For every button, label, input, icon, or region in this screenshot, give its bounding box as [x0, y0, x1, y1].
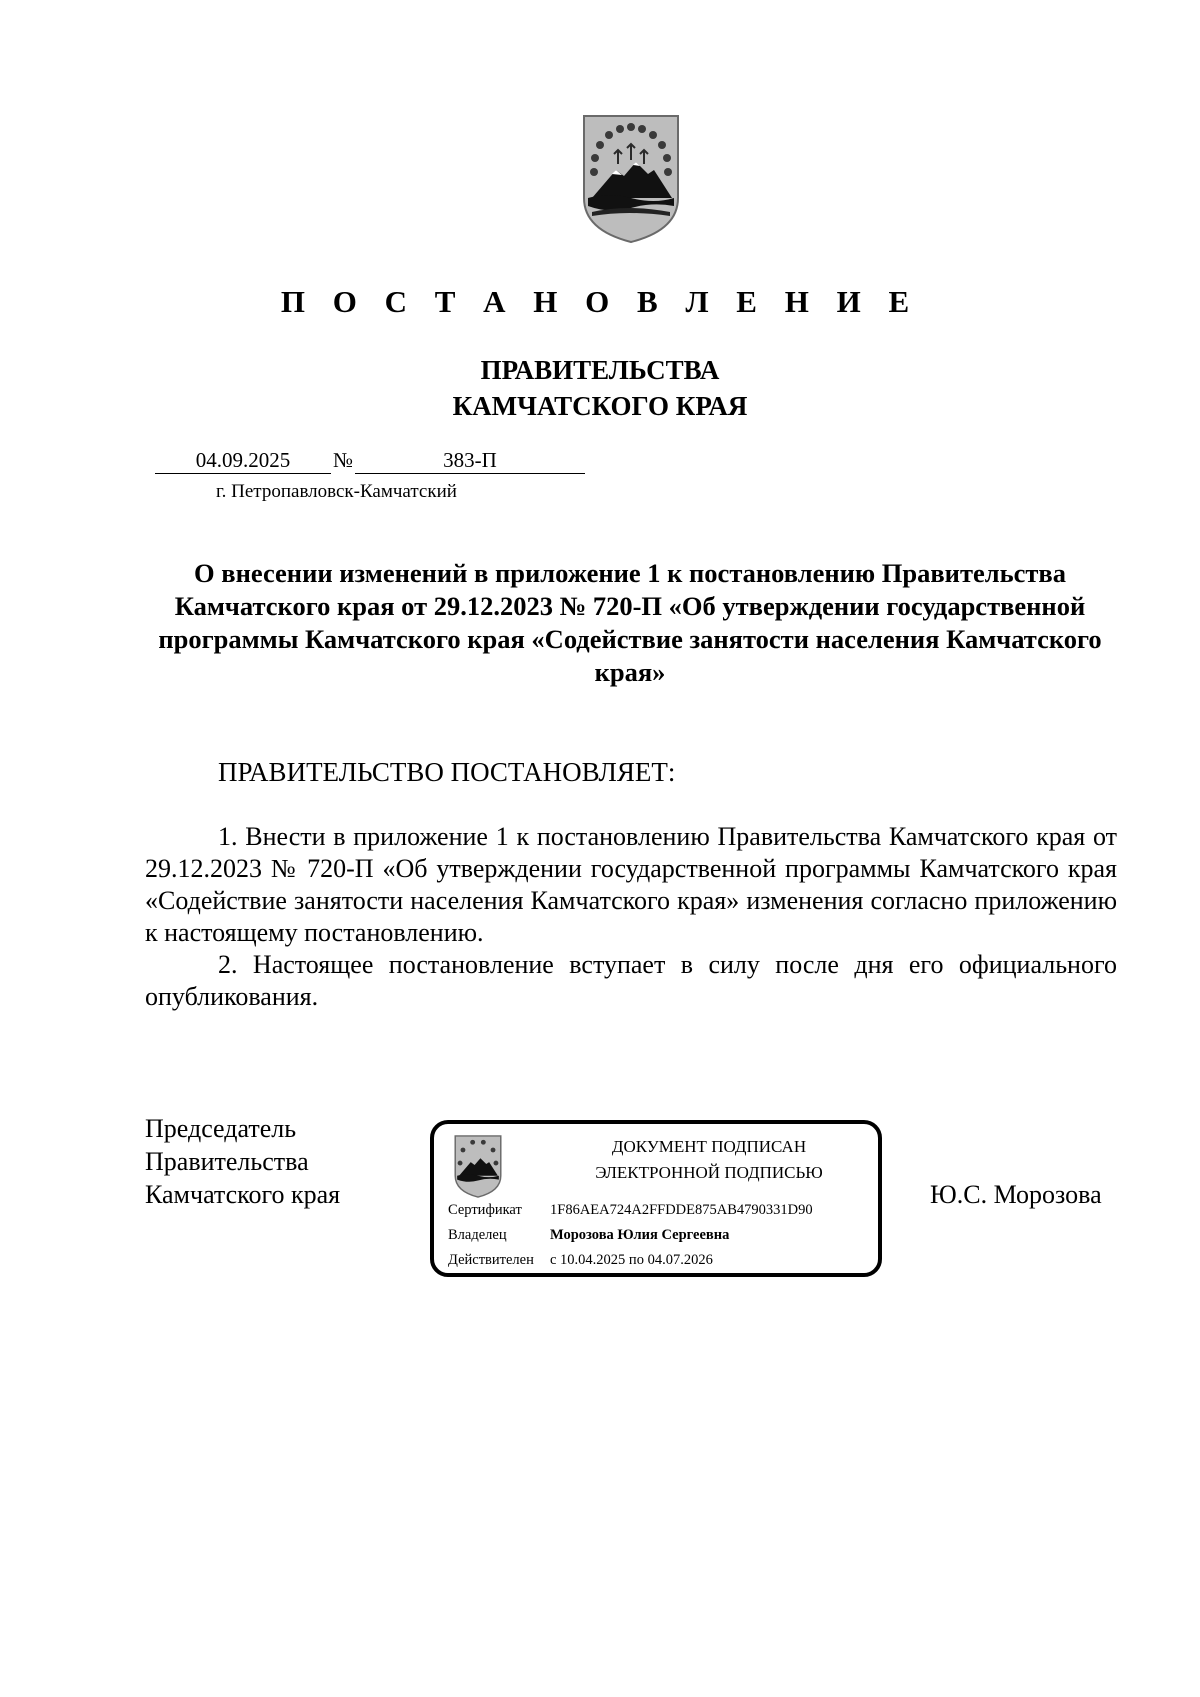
document-type-title: П О С Т А Н О В Л Е Н И Е [280, 284, 920, 319]
certificate-row [448, 1200, 813, 1220]
certificate-value: 1F86AEA724A2FFDDE875AB4790331D90 [550, 1202, 813, 1218]
signer-position-line: Председатель [145, 1114, 297, 1143]
validity-label: Действителен [448, 1252, 534, 1268]
signer-position [145, 1112, 340, 1211]
validity-row [448, 1250, 713, 1270]
decree-phrase: ПРАВИТЕЛЬСТВО ПОСТАНОВЛЯЕТ: [218, 757, 676, 787]
document-subject: О внесении изменений в приложение 1 к постановлению Правительства Камчатского края от 29.12.2023 № 720-П «Об утверждении государственной программы Камчатского края «Содействие занятости населения Камчатского края» [158, 558, 1102, 687]
number-sign: № [332, 448, 354, 472]
electronic-signature-stamp [430, 1120, 882, 1277]
owner-row [448, 1225, 729, 1245]
signer-name: Ю.С. Морозова [930, 1180, 1102, 1209]
document-details [155, 447, 585, 473]
certificate-label: Сертификат [448, 1202, 522, 1218]
issuer-line: ПРАВИТЕЛЬСТВА [480, 355, 720, 385]
coat-of-arms-icon [578, 112, 684, 244]
owner-value: Морозова Юлия Сергеевна [550, 1227, 730, 1243]
stamp-title-line: ЭЛЕКТРОННОЙ ПОДПИСЬЮ [595, 1163, 823, 1182]
body-item: 2. Настоящее постановление вступает в силу после дня его официального опубликования. [145, 950, 1117, 1011]
body-item: 1. Внести в приложение 1 к постановлению Правительства Камчатского края от 29.12.2023 № 720-П «Об утверждении государственной программы Камчатского края «Содействие занятости населения Камчатского края» изменения согласно приложению к настоящему постановлению. [145, 822, 1117, 947]
issuer-line: КАМЧАТСКОГО КРАЯ [452, 391, 748, 421]
signer-position-line: Камчатского края [145, 1180, 341, 1209]
document-number: 383-П [355, 447, 585, 474]
stamp-title [544, 1134, 874, 1186]
issuer-name [0, 352, 1200, 424]
stamp-title-line: ДОКУМЕНТ ПОДПИСАН [611, 1137, 807, 1156]
document-place: г. Петропавловск-Камчатский [216, 481, 457, 502]
document-body [145, 821, 1117, 1013]
validity-value: с 10.04.2025 по 04.07.2026 [550, 1252, 713, 1268]
document-date: 04.09.2025 [155, 447, 331, 474]
stamp-coat-of-arms-icon [452, 1134, 504, 1198]
signer-position-line: Правительства [145, 1147, 309, 1176]
owner-label: Владелец [448, 1227, 507, 1243]
